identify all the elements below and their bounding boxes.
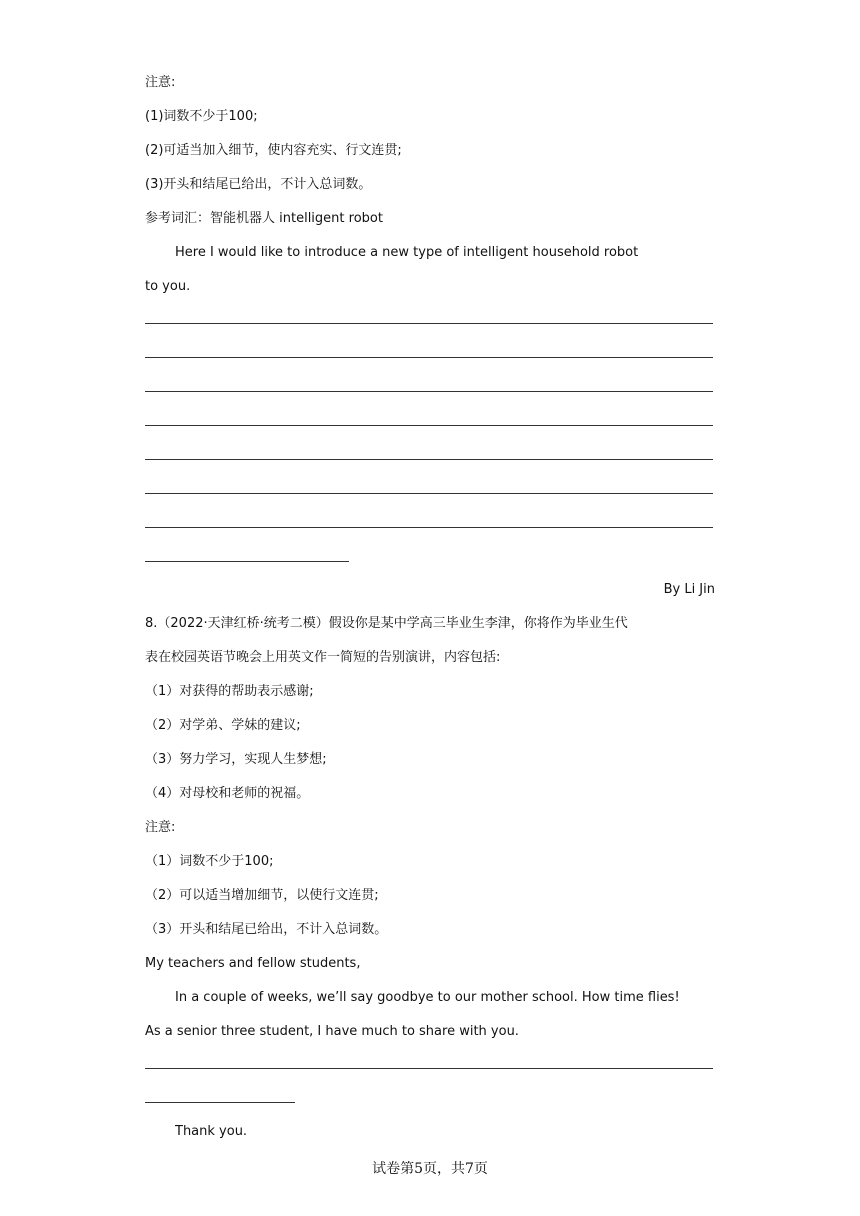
note-item: （3）开头和结尾已给出，不计入总词数。 [145,922,388,937]
essay-closing: Thank you. [175,1124,248,1139]
answer-line [145,459,713,460]
note-heading: 注意: [145,75,176,90]
salutation: My teachers and fellow students, [145,956,361,971]
note-item: (1)词数不少于100; [145,109,258,124]
answer-line [145,1068,713,1069]
note-item: （2）可以适当增加细节，以使行文连贯; [145,888,379,903]
note-item: (2)可适当加入细节，使内容充实、行文连贯; [145,143,402,158]
content-point: （1）对获得的帮助表示感谢; [145,684,314,699]
signature: By Li Jin [663,582,715,597]
essay-opening: In a couple of weeks, we’ll say goodbye to our mother school. How time flies! [175,990,680,1005]
answer-line [145,425,713,426]
content-point: （3）努力学习，实现人生梦想; [145,752,327,767]
answer-line [145,1102,295,1103]
answer-line [145,391,713,392]
essay-opening-cont: to you. [145,279,191,294]
vocab-hint: 参考词汇：智能机器人 intelligent robot [145,211,383,226]
question-prompt-cont: 表在校园英语节晚会上用英文作一简短的告别演讲，内容包括: [145,650,501,665]
essay-opening-cont: As a senior three student, I have much to share with you. [145,1024,519,1039]
question-prompt: 8.（2022·天津红桥·统考二模）假设你是某中学高三毕业生李津，你将作为毕业生代 [145,616,628,631]
note-item: (3)开头和结尾已给出，不计入总词数。 [145,177,372,192]
answer-line [145,493,713,494]
content-point: （2）对学弟、学妹的建议; [145,718,301,733]
essay-opening: Here I would like to introduce a new type of intelligent household robot [175,245,639,260]
answer-line [145,527,713,528]
content-point: （4）对母校和老师的祝福。 [145,786,310,801]
answer-line [145,323,713,324]
page-number: 试卷第5页，共7页 [372,1161,488,1177]
answer-line [145,561,349,562]
answer-line [145,357,713,358]
note-heading: 注意: [145,820,176,835]
note-item: （1）词数不少于100; [145,854,274,869]
